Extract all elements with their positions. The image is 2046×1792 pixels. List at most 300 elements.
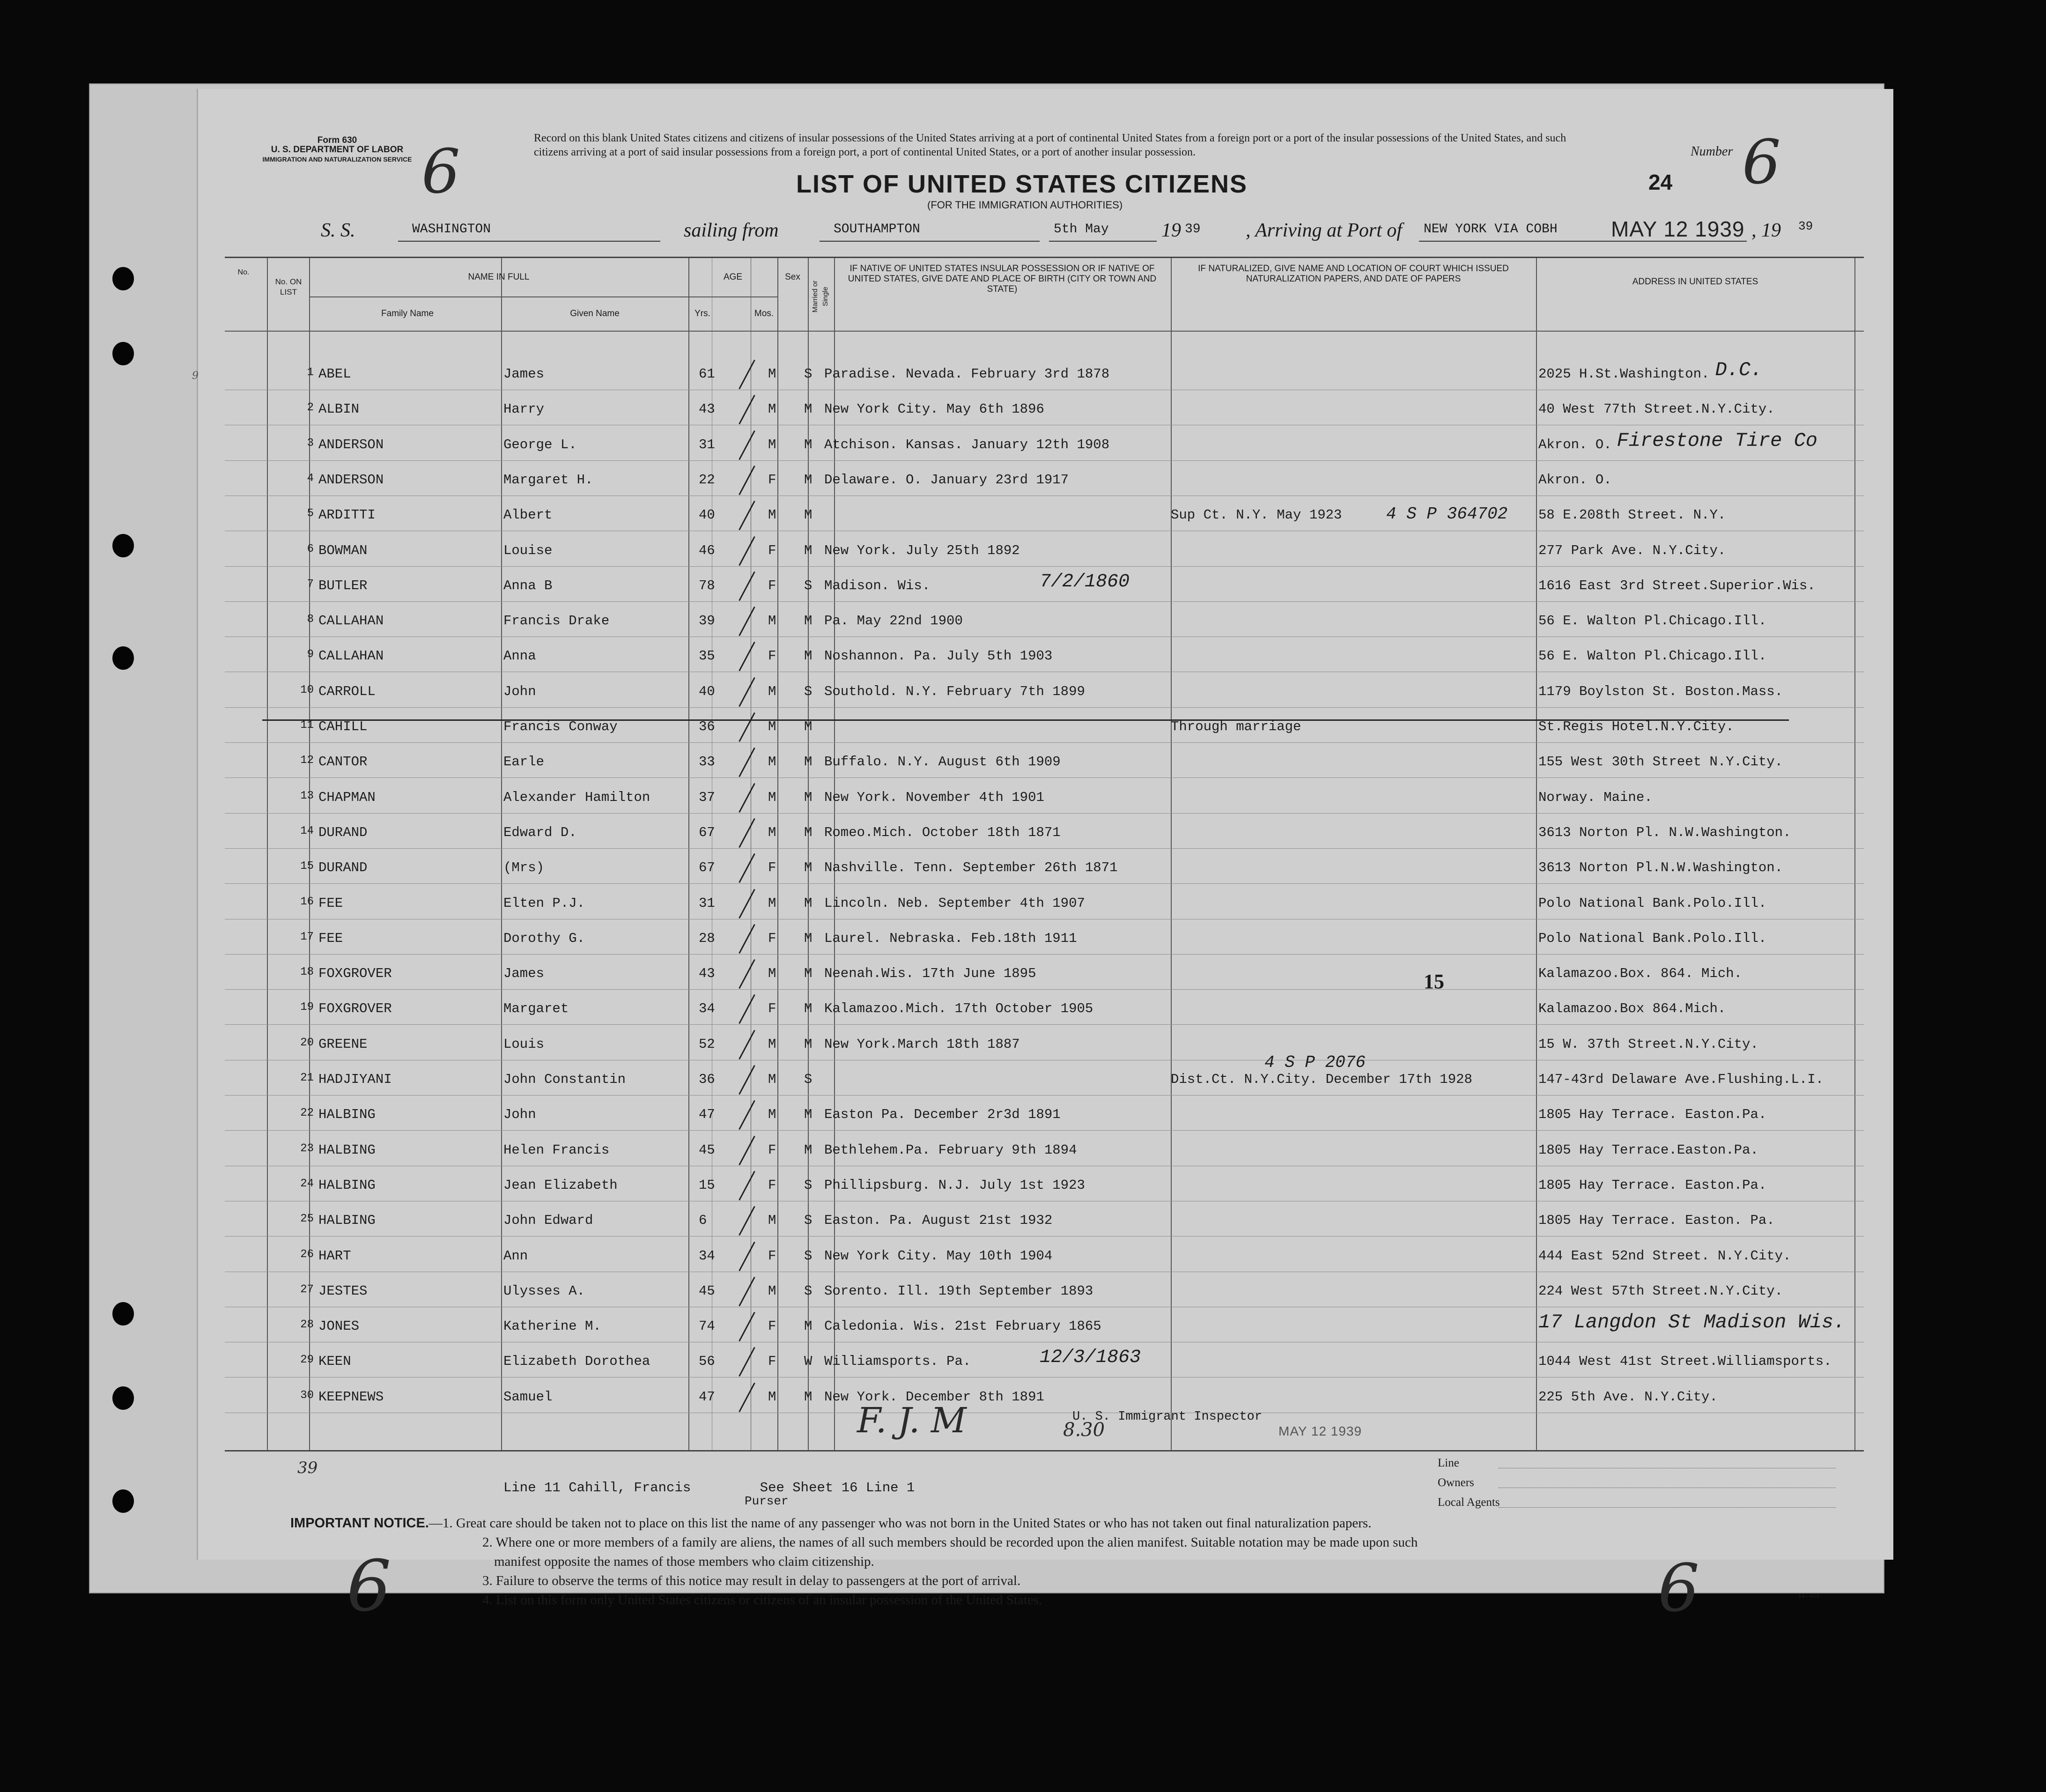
cell-list-number: 18 bbox=[300, 966, 314, 979]
cell-marital-status: S bbox=[804, 1177, 812, 1193]
cell-address: 2025 H.St.Washington. bbox=[1538, 366, 1710, 382]
cell-birthplace: Pa. May 22nd 1900 bbox=[824, 613, 963, 629]
cell-given-name: James bbox=[503, 966, 545, 982]
cell-sex: F bbox=[768, 860, 776, 876]
cell-family-name: BOWMAN bbox=[318, 542, 368, 558]
cell-age: 40 bbox=[699, 507, 715, 523]
cell-given-name: Anna B bbox=[503, 578, 553, 593]
punch-hole bbox=[112, 646, 134, 670]
cell-family-name: KEEPNEWS bbox=[318, 1389, 384, 1405]
inspector-signature-note: 8.30 bbox=[1063, 1419, 1105, 1441]
inspector-signature: F. J. M bbox=[857, 1400, 967, 1441]
cell-family-name: FEE bbox=[318, 895, 343, 911]
cell-family-name: HADJIYANI bbox=[318, 1072, 392, 1087]
cell-naturalization: Dist.Ct. N.Y.City. December 17th 1928 bbox=[1171, 1072, 1472, 1087]
cell-list-number: 14 bbox=[300, 824, 314, 837]
cell-sex: M bbox=[768, 401, 776, 417]
cell-address: 1805 Hay Terrace.Easton.Pa. bbox=[1538, 1142, 1758, 1158]
cell-list-number: 9 bbox=[307, 648, 314, 661]
cell-birthplace: Romeo.Mich. October 18th 1871 bbox=[824, 824, 1061, 840]
cell-list-number: 24 bbox=[300, 1177, 314, 1190]
cell-address: 1179 Boylston St. Boston.Mass. bbox=[1538, 683, 1783, 699]
cell-birthplace: Bethlehem.Pa. February 9th 1894 bbox=[824, 1142, 1077, 1158]
cell-marital-status: W bbox=[804, 1354, 812, 1370]
cell-age: 67 bbox=[699, 824, 715, 840]
cell-marital-status: M bbox=[804, 401, 812, 417]
cell-marital-status: M bbox=[804, 613, 812, 629]
cell-age: 46 bbox=[699, 542, 715, 558]
sailing-label: sailing from bbox=[684, 220, 779, 241]
cell-address: 1044 West 41st Street.Williamsports. bbox=[1538, 1354, 1832, 1370]
cell-birthplace: New York City. May 6th 1896 bbox=[824, 401, 1044, 417]
cell-list-number: 20 bbox=[300, 1036, 314, 1049]
cell-list-number: 22 bbox=[300, 1107, 314, 1120]
cell-birthplace: Easton Pa. December 2r3d 1891 bbox=[824, 1107, 1061, 1123]
cell-list-number: 30 bbox=[300, 1389, 314, 1402]
cell-age: 39 bbox=[699, 613, 715, 629]
cell-given-name: Harry bbox=[503, 401, 545, 417]
cell-birthplace: Williamsports. Pa. bbox=[824, 1354, 971, 1370]
strikethrough-line-11 bbox=[262, 719, 1789, 721]
cell-birthplace: Kalamazoo.Mich. 17th October 1905 bbox=[824, 1001, 1093, 1017]
cell-family-name: HALBING bbox=[318, 1142, 376, 1158]
cell-marital-status: M bbox=[804, 789, 812, 805]
cell-list-number: 11 bbox=[300, 719, 314, 732]
col-birthplace: IF NATIVE OF UNITED STATES INSULAR POSSESSION OR IF NATIVE OF UNITED STATES, GIVE DATE AND PLACE OF BIRTH (CITY OR TOWN AND STATE) bbox=[848, 264, 1157, 294]
cell-family-name: ANDERSON bbox=[318, 437, 384, 452]
number-label: Number bbox=[1691, 144, 1733, 159]
annotation-fifteen: 15 bbox=[1424, 970, 1444, 993]
cell-given-name: (Mrs) bbox=[503, 860, 545, 876]
cell-list-number: 28 bbox=[300, 1318, 314, 1332]
cell-list-number: 5 bbox=[307, 507, 314, 520]
cell-family-name: HART bbox=[318, 1248, 351, 1264]
col-age: AGE bbox=[723, 272, 743, 282]
page-title: LIST OF UNITED STATES CITIZENS bbox=[796, 170, 1248, 198]
cell-birthplace: Southold. N.Y. February 7th 1899 bbox=[824, 683, 1085, 699]
cell-sex: M bbox=[768, 683, 776, 699]
cell-birthplace: Noshannon. Pa. July 5th 1903 bbox=[824, 648, 1053, 664]
notice-item-4: 4. List on this form only United States citizens or citizens of an insular possession of the United States. bbox=[482, 1592, 1042, 1607]
ss-label: S. S. bbox=[321, 220, 355, 241]
cell-sex: M bbox=[768, 1107, 776, 1123]
arrival-year-prefix: , 19 bbox=[1751, 220, 1781, 241]
cell-age: 52 bbox=[699, 1036, 715, 1052]
cell-given-name: Anna bbox=[503, 648, 536, 664]
cell-list-number: 10 bbox=[300, 683, 314, 696]
arrival-port: NEW YORK VIA COBH bbox=[1424, 222, 1558, 237]
footer-form-code: 14—608 bbox=[1798, 1592, 1820, 1599]
cell-family-name: CAHILL bbox=[318, 719, 368, 734]
cell-age: 47 bbox=[699, 1107, 715, 1123]
cell-address: 40 West 77th Street.N.Y.City. bbox=[1538, 401, 1775, 417]
cell-birthplace: Caledonia. Wis. 21st February 1865 bbox=[824, 1318, 1101, 1334]
cell-list-number: 19 bbox=[300, 1001, 314, 1014]
cell-given-name: Margaret bbox=[503, 1001, 569, 1017]
cell-age: 34 bbox=[699, 1248, 715, 1264]
cell-birthplace: New York. July 25th 1892 bbox=[824, 542, 1020, 558]
cell-given-name: Helen Francis bbox=[503, 1142, 610, 1158]
cell-address: Akron. O. bbox=[1538, 472, 1612, 488]
cell-marital-status: M bbox=[804, 648, 812, 664]
col-family-name: Family Name bbox=[381, 309, 434, 318]
cell-birthplace-handwritten: 7/2/1860 bbox=[1040, 571, 1130, 592]
cell-given-name: John Edward bbox=[503, 1213, 593, 1229]
cell-address: Norway. Maine. bbox=[1538, 789, 1653, 805]
cell-family-name: ALBIN bbox=[318, 401, 360, 417]
cell-marital-status: S bbox=[804, 1072, 812, 1087]
local-agents-label: Local Agents bbox=[1438, 1496, 1500, 1509]
cell-address: Kalamazoo.Box. 864. Mich. bbox=[1538, 966, 1743, 982]
punch-hole bbox=[112, 267, 134, 290]
cell-marital-status: S bbox=[804, 1213, 812, 1229]
cell-given-name: John Constantin bbox=[503, 1072, 626, 1087]
cell-age: 40 bbox=[699, 683, 715, 699]
cell-sex: M bbox=[768, 507, 776, 523]
cell-family-name: JONES bbox=[318, 1318, 360, 1334]
cell-marital-status: M bbox=[804, 542, 812, 558]
cell-family-name: DURAND bbox=[318, 860, 368, 876]
cell-given-name: Earle bbox=[503, 754, 545, 770]
cell-address: 15 W. 37th Street.N.Y.City. bbox=[1538, 1036, 1758, 1052]
cell-address: 58 E.208th Street. N.Y. bbox=[1538, 507, 1726, 523]
cell-birthplace: Phillipsburg. N.J. July 1st 1923 bbox=[824, 1177, 1085, 1193]
cell-family-name: FOXGROVER bbox=[318, 1001, 392, 1017]
notice-item-3: 3. Failure to observe the terms of this notice may result in delay to passengers at the port of arrival. bbox=[482, 1573, 1021, 1588]
col-given-name: Given Name bbox=[570, 309, 620, 318]
col-sex: Sex bbox=[785, 272, 800, 282]
arrival-year: 39 bbox=[1798, 219, 1813, 233]
cell-age: 45 bbox=[699, 1283, 715, 1299]
col-address: ADDRESS IN UNITED STATES bbox=[1632, 277, 1758, 287]
cell-sex: M bbox=[768, 1036, 776, 1052]
cell-sex: M bbox=[768, 789, 776, 805]
cell-list-number: 1 bbox=[307, 366, 314, 379]
voyage-line bbox=[281, 219, 1836, 247]
cell-birthplace: Madison. Wis. bbox=[824, 578, 931, 593]
cell-sex: F bbox=[768, 1354, 776, 1370]
cell-list-number: 13 bbox=[300, 789, 314, 802]
form-number: Form 630 bbox=[317, 135, 357, 145]
cell-birthplace: New York City. May 10th 1904 bbox=[824, 1248, 1053, 1264]
cell-family-name: JESTES bbox=[318, 1283, 368, 1299]
cell-address: 56 E. Walton Pl.Chicago.Ill. bbox=[1538, 613, 1767, 629]
cell-age: 35 bbox=[699, 648, 715, 664]
cell-birthplace: New York. December 8th 1891 bbox=[824, 1389, 1044, 1405]
cell-birthplace: Laurel. Nebraska. Feb.18th 1911 bbox=[824, 930, 1077, 946]
cell-age: 61 bbox=[699, 366, 715, 382]
cell-age: 78 bbox=[699, 578, 715, 593]
cell-birthplace: Nashville. Tenn. September 26th 1871 bbox=[824, 860, 1118, 876]
cell-marital-status: M bbox=[804, 754, 812, 770]
cell-marital-status: M bbox=[804, 895, 812, 911]
cell-birthplace-handwritten: 12/3/1863 bbox=[1040, 1347, 1141, 1369]
cell-age: 15 bbox=[699, 1177, 715, 1193]
cell-age: 31 bbox=[699, 895, 715, 911]
cell-family-name: FOXGROVER bbox=[318, 966, 392, 982]
cell-marital-status: M bbox=[804, 437, 812, 452]
cell-list-number: 12 bbox=[300, 754, 314, 767]
cell-age: 6 bbox=[699, 1213, 707, 1229]
cell-age: 22 bbox=[699, 472, 715, 488]
cell-birthplace: Buffalo. N.Y. August 6th 1909 bbox=[824, 754, 1061, 770]
cell-age: 28 bbox=[699, 930, 715, 946]
cell-marital-status: M bbox=[804, 824, 812, 840]
purser-label: Purser bbox=[745, 1494, 789, 1508]
cell-family-name: ABEL bbox=[318, 366, 351, 382]
cell-naturalization: Through marriage bbox=[1171, 719, 1301, 734]
cell-age: 43 bbox=[699, 401, 715, 417]
owners-label: Owners bbox=[1438, 1476, 1474, 1489]
cell-given-name: George L. bbox=[503, 437, 577, 452]
cell-list-number: 21 bbox=[300, 1072, 314, 1084]
cell-marital-status: M bbox=[804, 860, 812, 876]
cell-address: 1805 Hay Terrace. Easton.Pa. bbox=[1538, 1107, 1767, 1123]
cell-address-handwritten: D.C. bbox=[1715, 359, 1763, 381]
cell-given-name: Francis Conway bbox=[503, 719, 618, 734]
cell-address: 147-43rd Delaware Ave.Flushing.L.I. bbox=[1538, 1072, 1824, 1087]
cell-marital-status: M bbox=[804, 1107, 812, 1123]
cell-sex: F bbox=[768, 472, 776, 488]
cell-family-name: GREENE bbox=[318, 1036, 368, 1052]
cell-sex: M bbox=[768, 437, 776, 452]
cell-sex: F bbox=[768, 930, 776, 946]
cell-address-handwritten: 17 Langdon St Madison Wis. bbox=[1538, 1311, 1846, 1334]
cell-naturalization: Sup Ct. N.Y. May 1923 bbox=[1171, 507, 1342, 523]
cell-address: Polo National Bank.Polo.Ill. bbox=[1538, 930, 1767, 946]
cell-naturalization-handwritten: 4 S P 364702 bbox=[1386, 504, 1508, 524]
page-number: 24 bbox=[1648, 170, 1673, 194]
cell-given-name: Ulysses A. bbox=[503, 1283, 585, 1299]
cell-list-number: 6 bbox=[307, 542, 314, 555]
number-value: 6 bbox=[1742, 126, 1781, 198]
cell-sex: M bbox=[768, 754, 776, 770]
cell-address: St.Regis Hotel.N.Y.City. bbox=[1538, 719, 1734, 734]
cell-birthplace: Easton. Pa. August 21st 1932 bbox=[824, 1213, 1053, 1229]
cell-marital-status: M bbox=[804, 1001, 812, 1017]
cell-marital-status: M bbox=[804, 966, 812, 982]
cell-given-name: John bbox=[503, 1107, 536, 1123]
manifest-table: No. No. ON LIST NAME IN FULL Family Name Given Name AGE Yrs. Mos. Sex Married or Single IF NATIVE OF UNITED STATES INSULAR POSSESSION OR IF NATIVE OF UNITED STATES, GIVE DATE AND PLACE OF BIRTH (CITY OR TOWN AND STATE) IF NATURALIZED, GIVE NAME AND LOCATION OF COURT WHICH ISSUED NATURALIZATION PAPERS, AND DATE OF PAPERS ADDRESS IN UNITED STATES bbox=[225, 257, 1864, 1451]
cell-list-number: 15 bbox=[300, 860, 314, 873]
cell-sex: M bbox=[768, 1213, 776, 1229]
cell-family-name: CARROLL bbox=[318, 683, 376, 699]
cell-naturalization-handwritten: 4 S P 2076 bbox=[1264, 1053, 1366, 1072]
cell-sex: F bbox=[768, 648, 776, 664]
punch-hole bbox=[112, 1489, 134, 1513]
line11-note-text: Line 11 Cahill, Francis bbox=[503, 1480, 691, 1496]
cell-given-name: John bbox=[503, 683, 536, 699]
cell-family-name: ANDERSON bbox=[318, 472, 384, 488]
cell-sex: M bbox=[768, 824, 776, 840]
service-name: IMMIGRATION AND NATURALIZATION SERVICE bbox=[262, 156, 412, 163]
cell-family-name: HALBING bbox=[318, 1213, 376, 1229]
cell-family-name: CALLAHAN bbox=[318, 648, 384, 664]
year-prefix: 19 bbox=[1161, 220, 1181, 241]
cell-family-name: BUTLER bbox=[318, 578, 368, 593]
cell-sex: F bbox=[768, 1318, 776, 1334]
punch-hole bbox=[112, 534, 134, 557]
notice-item-2: 2. Where one or more members of a family are aliens, the names of all such members should be recorded upon the alien manifest. Suitable notation may be made upon such bbox=[482, 1535, 1418, 1550]
cell-marital-status: M bbox=[804, 507, 812, 523]
cell-address: 155 West 30th Street N.Y.City. bbox=[1538, 754, 1783, 770]
cell-given-name: Alexander Hamilton bbox=[503, 789, 650, 805]
col-mos: Mos. bbox=[754, 309, 774, 318]
inspector-label: U. S. Immigrant Inspector bbox=[1072, 1410, 1263, 1424]
cell-address: 3613 Norton Pl.N.W.Washington. bbox=[1538, 860, 1783, 876]
cell-given-name: Dorothy G. bbox=[503, 930, 585, 946]
cell-address: 444 East 52nd Street. N.Y.City. bbox=[1538, 1248, 1791, 1264]
cell-given-name: Louis bbox=[503, 1036, 545, 1052]
cell-list-number: 4 bbox=[307, 472, 314, 485]
cell-address: 1805 Hay Terrace. Easton.Pa. bbox=[1538, 1177, 1767, 1193]
cell-age: 67 bbox=[699, 860, 715, 876]
line-label: Line bbox=[1438, 1457, 1459, 1469]
cell-family-name: CHAPMAN bbox=[318, 789, 376, 805]
cell-birthplace: Atchison. Kansas. January 12th 1908 bbox=[824, 437, 1110, 452]
cell-given-name: Francis Drake bbox=[503, 613, 610, 629]
cell-sex: F bbox=[768, 1001, 776, 1017]
cell-given-name: James bbox=[503, 366, 545, 382]
notice-item-1: —1. Great care should be taken not to place on this list the name of any passenger who was not born in the United States or who has not taken out final naturalization papers. bbox=[428, 1516, 1372, 1531]
cell-age: 36 bbox=[699, 1072, 715, 1087]
cell-list-number: 16 bbox=[300, 895, 314, 908]
department-name: U. S. DEPARTMENT OF LABOR bbox=[271, 145, 404, 155]
cell-age: 45 bbox=[699, 1142, 715, 1158]
cell-family-name: HALBING bbox=[318, 1107, 376, 1123]
cell-address: Polo National Bank.Polo.Ill. bbox=[1538, 895, 1767, 911]
cell-family-name: FEE bbox=[318, 930, 343, 946]
cell-marital-status: S bbox=[804, 1283, 812, 1299]
cell-list-number: 7 bbox=[307, 578, 314, 591]
cell-age: 37 bbox=[699, 789, 715, 805]
punch-hole bbox=[112, 1302, 134, 1325]
sailing-date: 5th May bbox=[1054, 222, 1109, 237]
cell-address: 3613 Norton Pl. N.W.Washington. bbox=[1538, 824, 1791, 840]
form-id-block bbox=[244, 136, 431, 164]
handwritten-sheet-number: 6 bbox=[421, 136, 460, 207]
col-no-on-list: No. ON LIST bbox=[275, 277, 302, 296]
margin-note: 39 bbox=[297, 1459, 318, 1477]
cell-marital-status: M bbox=[804, 719, 812, 734]
cell-marital-status: M bbox=[804, 472, 812, 488]
cell-age: 56 bbox=[699, 1354, 715, 1370]
cell-address: Kalamazoo.Box 864.Mich. bbox=[1538, 1001, 1726, 1017]
cell-sex: M bbox=[768, 1283, 776, 1299]
line11-note-ref: See Sheet 16 Line 1 bbox=[760, 1480, 915, 1496]
cell-list-number: 26 bbox=[300, 1248, 314, 1261]
sailing-port: SOUTHAMPTON bbox=[834, 222, 920, 237]
cell-marital-status: S bbox=[804, 683, 812, 699]
cell-sex: M bbox=[768, 895, 776, 911]
cell-sex: M bbox=[768, 1072, 776, 1087]
cell-sex: M bbox=[768, 1389, 776, 1405]
cell-address: 224 West 57th Street.N.Y.City. bbox=[1538, 1283, 1783, 1299]
cell-family-name: CALLAHAN bbox=[318, 613, 384, 629]
cell-list-number: 29 bbox=[300, 1354, 314, 1367]
cell-list-number: 23 bbox=[300, 1142, 314, 1155]
cell-birthplace: Lincoln. Neb. September 4th 1907 bbox=[824, 895, 1085, 911]
cell-marital-status: S bbox=[804, 366, 812, 382]
cell-age: 47 bbox=[699, 1389, 715, 1405]
cell-address: 277 Park Ave. N.Y.City. bbox=[1538, 542, 1726, 558]
cell-birthplace: Delaware. O. January 23rd 1917 bbox=[824, 472, 1069, 488]
handwritten-six-right: 6 bbox=[1658, 1550, 1700, 1627]
cell-birthplace: Paradise. Nevada. February 3rd 1878 bbox=[824, 366, 1110, 382]
notice-label: IMPORTANT NOTICE. bbox=[290, 1516, 429, 1531]
cell-family-name: CANTOR bbox=[318, 754, 368, 770]
cell-given-name: Ann bbox=[503, 1248, 528, 1264]
arriving-label: , Arriving at Port of bbox=[1246, 220, 1403, 241]
sailing-year: 39 bbox=[1185, 222, 1201, 237]
cell-marital-status: M bbox=[804, 1142, 812, 1158]
cell-sex: M bbox=[768, 366, 776, 382]
cell-family-name: DURAND bbox=[318, 824, 368, 840]
cell-address: 56 E. Walton Pl.Chicago.Ill. bbox=[1538, 648, 1767, 664]
cell-marital-status: M bbox=[804, 1318, 812, 1334]
cell-list-number: 25 bbox=[300, 1213, 314, 1226]
cell-given-name: Albert bbox=[503, 507, 553, 523]
cell-birthplace: Neenah.Wis. 17th June 1895 bbox=[824, 966, 1036, 982]
cell-list-number: 3 bbox=[307, 437, 314, 450]
cell-sex: F bbox=[768, 1248, 776, 1264]
cell-age: 33 bbox=[699, 754, 715, 770]
cell-given-name: Jean Elizabeth bbox=[503, 1177, 618, 1193]
cell-birthplace: New York. November 4th 1901 bbox=[824, 789, 1044, 805]
cell-list-number: 27 bbox=[300, 1283, 314, 1296]
line11-note bbox=[503, 1480, 915, 1496]
cell-age: 34 bbox=[699, 1001, 715, 1017]
handwritten-six-left: 6 bbox=[347, 1546, 391, 1627]
cell-sex: F bbox=[768, 1142, 776, 1158]
ship-name: WASHINGTON bbox=[412, 222, 491, 237]
inspector-date-stamp: MAY 12 1939 bbox=[1278, 1424, 1362, 1438]
cell-marital-status: M bbox=[804, 1036, 812, 1052]
cell-age: 36 bbox=[699, 719, 715, 734]
cell-sex: M bbox=[768, 613, 776, 629]
cell-sex: F bbox=[768, 542, 776, 558]
punch-hole bbox=[112, 1386, 134, 1410]
cell-birthplace: New York.March 18th 1887 bbox=[824, 1036, 1020, 1052]
cell-address: Akron. O. bbox=[1538, 437, 1612, 452]
cell-family-name: KEEN bbox=[318, 1354, 351, 1370]
cell-age: 74 bbox=[699, 1318, 715, 1334]
cell-family-name: ARDITTI bbox=[318, 507, 376, 523]
col-name-in-full: NAME IN FULL bbox=[468, 272, 530, 282]
cell-given-name: Edward D. bbox=[503, 824, 577, 840]
cell-age: 31 bbox=[699, 437, 715, 452]
cell-given-name: Louise bbox=[503, 542, 553, 558]
cell-sex: F bbox=[768, 578, 776, 593]
arrival-date-stamp: MAY 12 1939 bbox=[1611, 217, 1745, 241]
cell-sex: F bbox=[768, 1177, 776, 1193]
cell-given-name: Elizabeth Dorothea bbox=[503, 1354, 650, 1370]
cell-marital-status: M bbox=[804, 1389, 812, 1405]
punch-hole bbox=[112, 342, 134, 365]
cell-given-name: Elten P.J. bbox=[503, 895, 585, 911]
cell-sex: M bbox=[768, 719, 776, 734]
cell-family-name: HALBING bbox=[318, 1177, 376, 1193]
col-married-single: Married or Single bbox=[811, 280, 829, 313]
cell-address: 1616 East 3rd Street.Superior.Wis. bbox=[1538, 578, 1816, 593]
record-instructions: Record on this blank United States citizens and citizens of insular possessions of the United States arriving at a port of continental United States from a foreign port or a port of the insular possessions of the United States, and such citizens arriving at a port of said insular possessions from a foreign port, a port of continental United States, or a port of another insular possession. bbox=[534, 132, 1566, 158]
cell-given-name: Katherine M. bbox=[503, 1318, 601, 1334]
col-yrs: Yrs. bbox=[694, 309, 710, 318]
cell-address: 1805 Hay Terrace. Easton. Pa. bbox=[1538, 1213, 1775, 1229]
cell-list-number: 17 bbox=[300, 930, 314, 943]
notice-item-2-cont: manifest opposite the names of those members who claim citizenship. bbox=[494, 1554, 874, 1569]
cell-address-handwritten: Firestone Tire Co bbox=[1617, 429, 1817, 452]
